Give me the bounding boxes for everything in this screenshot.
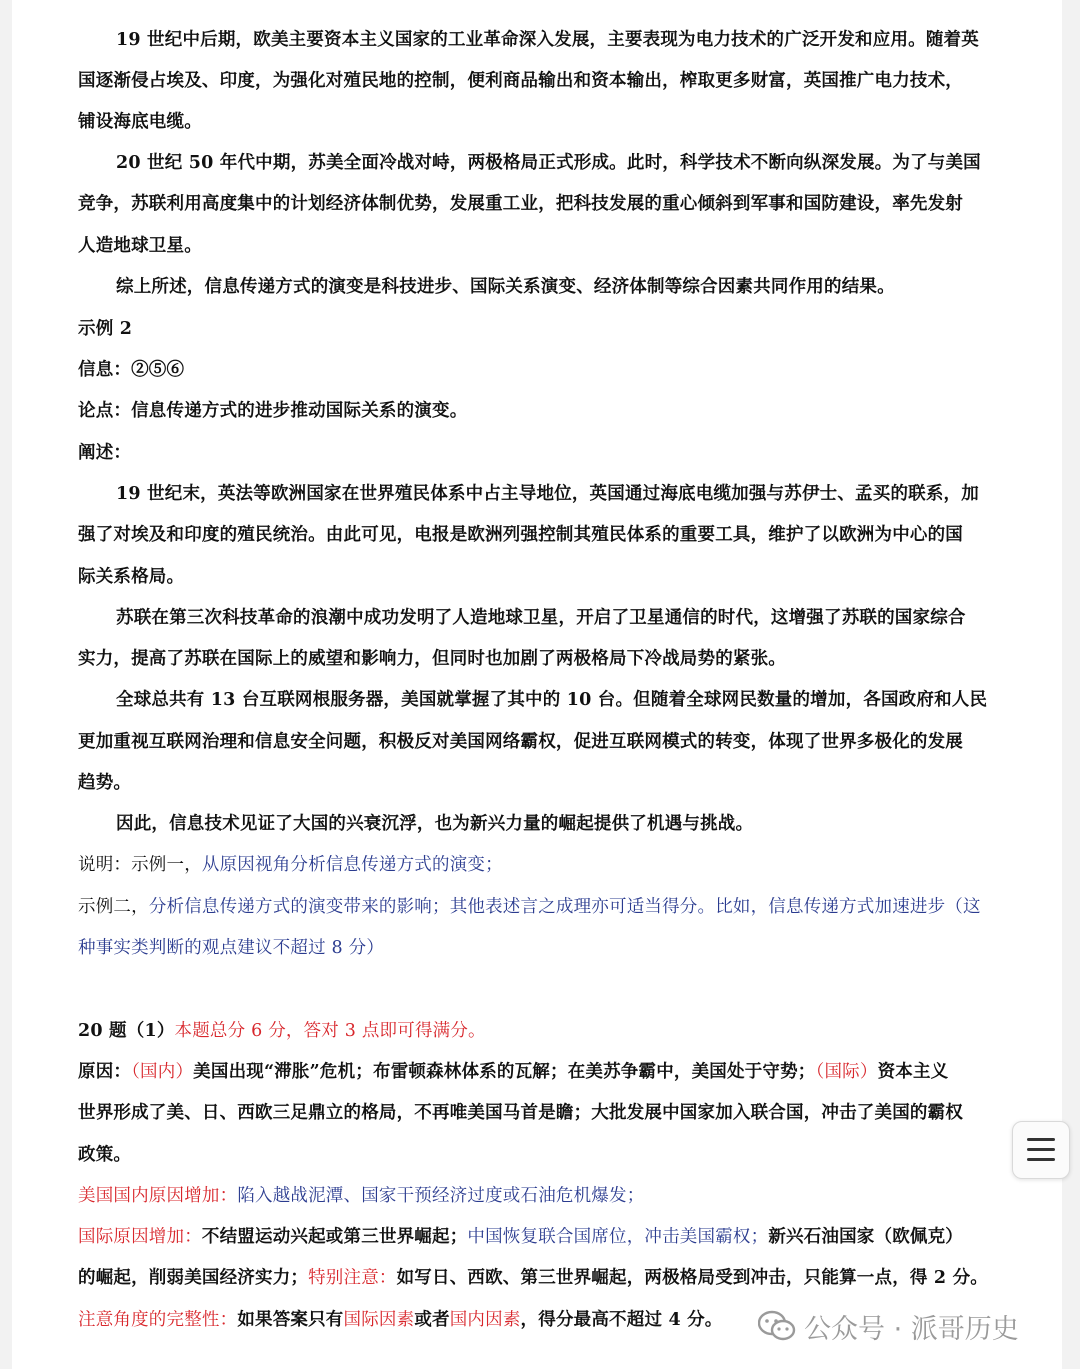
text-line: 强了对埃及和印度的殖民统治。由此可见，电报是欧洲列强控制其殖民体系的重要工具，维护了以欧洲为中心的国 xyxy=(78,525,963,545)
addition-line xyxy=(78,1225,1018,1249)
note-lead: 说明：示例一， xyxy=(78,855,202,875)
addition-text: 或者 xyxy=(414,1310,450,1330)
text-line: 苏联在第三次科技革命的浪潮中成功发明了人造地球卫星，开启了卫星通信的时代，这增强了苏联的国家综合 xyxy=(116,608,966,628)
text-line: 19 世纪末，英法等欧洲国家在世界殖民体系中占主导地位，英国通过海底电缆加强与苏伊士、孟买的联系，加 xyxy=(116,484,979,504)
addition-label: 美国国内原因增加： xyxy=(78,1186,238,1206)
text-line: 19 世纪中后期，欧美主要资本主义国家的工业革命深入发展，主要表现为电力技术的广泛开发和应用。随着英 xyxy=(116,30,979,50)
addition-text: 的崛起，削弱美国经济实力； xyxy=(78,1268,309,1288)
addition-text: 陷入越战泥潭、国家干预经济过度或石油危机爆发； xyxy=(237,1186,645,1206)
international-tag: （国际） xyxy=(815,1062,878,1082)
question-number: 20 题（1） xyxy=(78,1021,175,1041)
addition-text: 不结盟运动兴起或第三世界崛起； xyxy=(201,1227,468,1247)
cause-text: 美国出现“滞胀”危机；布雷顿森林体系的瓦解；在美苏争霸中，美国处于守势； xyxy=(193,1062,816,1082)
text-line: 全球总共有 13 台互联网根服务器，美国就掌握了其中的 10 台。但随着全球网民数量的增加，各国政府和人民 xyxy=(116,690,988,710)
wechat-icon xyxy=(758,1310,796,1342)
cause-text: 资本主义 xyxy=(877,1062,949,1082)
addition-line xyxy=(78,1266,1018,1290)
menu-icon-bar xyxy=(1027,1148,1055,1151)
note-line: 种事实类判断的观点建议不超过 8 分） xyxy=(78,938,385,958)
addition-text: 如果答案只有 xyxy=(237,1310,344,1330)
menu-icon-bar xyxy=(1027,1138,1055,1141)
text-line: 际关系格局。 xyxy=(78,567,185,587)
note-line xyxy=(78,895,1018,919)
addition-text: 中国恢复联合国席位，冲击美国霸权； xyxy=(467,1227,769,1247)
note-body: 从原因视角分析信息传递方式的演变； xyxy=(201,855,503,875)
note-body: 分析信息传递方式的演变带来的影响；其他表述言之成理亦可适当得分。比如，信息传递方式加速进步（这 xyxy=(148,897,981,917)
addition-line xyxy=(78,1184,1018,1208)
text-line: 趋势。 xyxy=(78,773,132,793)
menu-icon-bar xyxy=(1027,1158,1055,1161)
addition-label: 国际原因增加： xyxy=(78,1227,202,1247)
cause-line: 世界形成了美、日、西欧三足鼎立的格局，不再唯美国马首是瞻；大批发展中国家加入联合国，冲击了美国的霸权 xyxy=(78,1103,963,1123)
question-heading xyxy=(78,1019,1018,1043)
addition-text: 新兴石油国家（欧佩克） xyxy=(768,1227,964,1247)
text-line: 竞争，苏联利用高度集中的计划经济体制优势，发展重工业，把科技发展的重心倾斜到军事和国防建设，率先发射 xyxy=(78,194,963,214)
note-line xyxy=(78,853,1018,877)
example-heading: 示例 2 xyxy=(78,319,133,339)
info-line: 信息：②⑤⑥ xyxy=(78,360,185,380)
document-page xyxy=(12,0,1062,1369)
completeness-label: 注意角度的完整性： xyxy=(78,1310,238,1330)
scoring-note: 本题总分 6 分，答对 3 点即可得满分。 xyxy=(174,1021,486,1041)
cause-label: 原因： xyxy=(78,1062,132,1082)
text-line: 更加重视互联网治理和信息安全问题，积极反对美国网络霸权，促进互联网模式的转变，体现了世界多极化的发展 xyxy=(78,732,963,752)
cause-line xyxy=(78,1060,1018,1084)
watermark xyxy=(758,1306,1019,1346)
domestic-factor: 国内因素 xyxy=(449,1310,521,1330)
domestic-tag: （国内） xyxy=(131,1062,194,1082)
international-factor: 国际因素 xyxy=(343,1310,415,1330)
menu-button[interactable] xyxy=(1012,1121,1070,1179)
text-line: 20 世纪 50 年代中期，苏美全面冷战对峙，两极格局正式形成。此时，科学技术不断向纵深发展。为了与美国 xyxy=(116,153,981,173)
conclusion-line: 因此，信息技术见证了大国的兴衰沉浮，也为新兴力量的崛起提供了机遇与挑战。 xyxy=(116,814,754,834)
special-note-label: 特别注意： xyxy=(308,1268,397,1288)
elaboration-label: 阐述： xyxy=(78,443,132,463)
watermark-text: 公众号 · 派哥历史 xyxy=(804,1313,1019,1345)
summary-line: 综上所述，信息传递方式的演变是科技进步、国际关系演变、经济体制等综合因素共同作用的结果。 xyxy=(116,277,895,297)
text-line: 铺设海底电缆。 xyxy=(78,112,202,132)
note-lead: 示例二， xyxy=(78,897,149,917)
cause-line: 政策。 xyxy=(78,1145,132,1165)
addition-text: ，得分最高不超过 4 分。 xyxy=(520,1310,723,1330)
thesis-line: 论点：信息传递方式的进步推动国际关系的演变。 xyxy=(78,401,468,421)
text-line: 国逐渐侵占埃及、印度，为强化对殖民地的控制，便利商品输出和资本输出，榨取更多财富，英国推广电力技术， xyxy=(78,71,963,91)
addition-text: 如写日、西欧、第三世界崛起，两极格局受到冲击，只能算一点，得 2 分。 xyxy=(396,1268,988,1288)
text-line: 人造地球卫星。 xyxy=(78,236,202,256)
text-line: 实力，提高了苏联在国际上的威望和影响力，但同时也加剧了两极格局下冷战局势的紧张。 xyxy=(78,649,786,669)
